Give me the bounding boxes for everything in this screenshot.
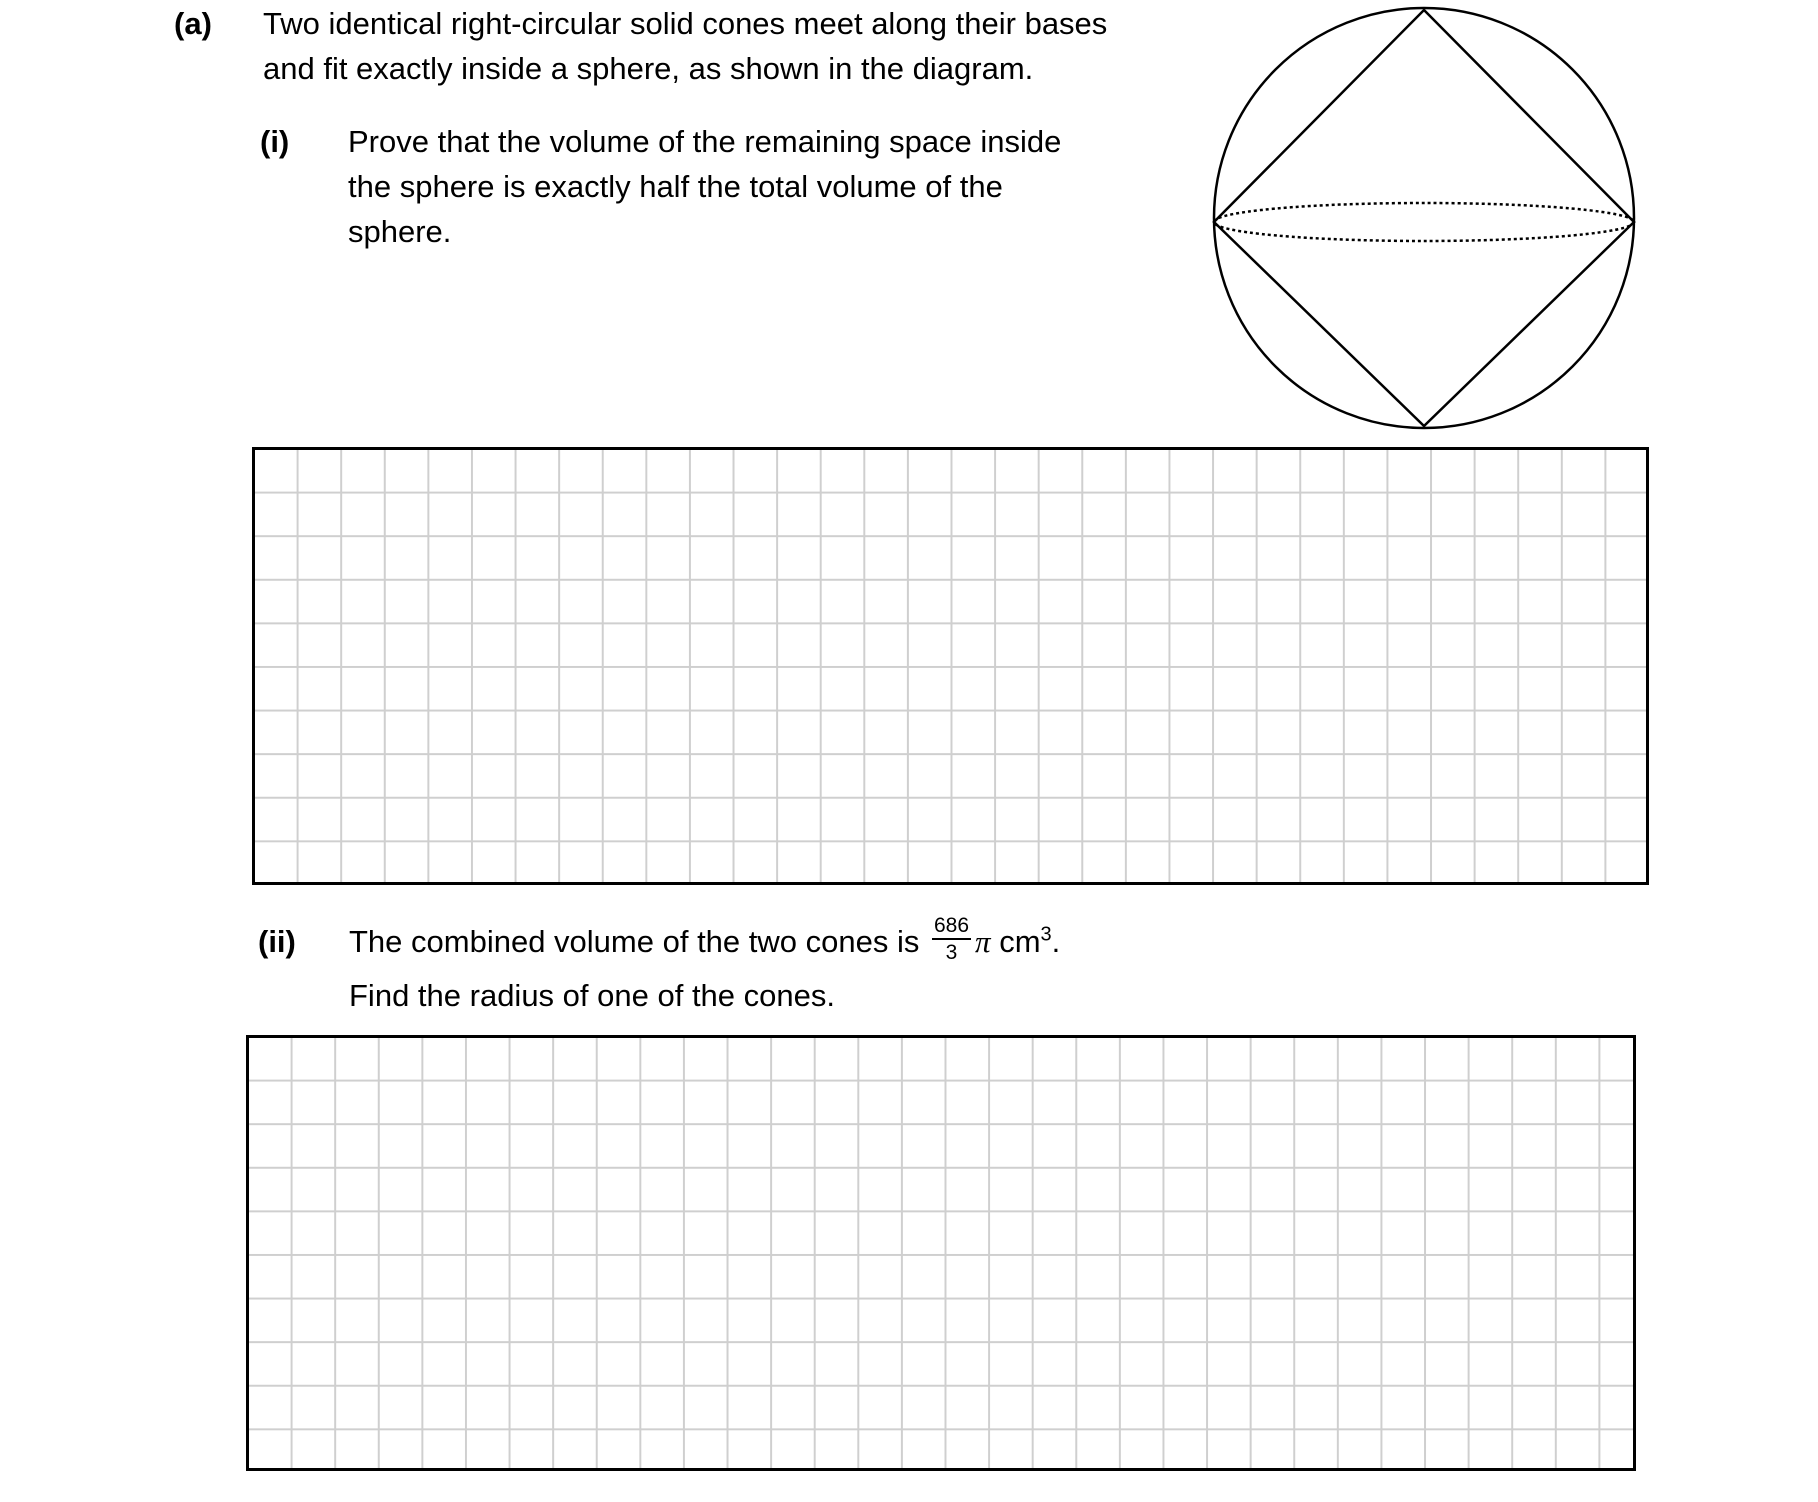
answer-box-i[interactable] bbox=[252, 447, 1649, 885]
part-i-line-1: Prove that the volume of the remaining space inside bbox=[348, 124, 1062, 159]
sphere-cones-diagram bbox=[1200, 0, 1680, 440]
fraction-numerator: 686 bbox=[932, 915, 971, 940]
part-ii-line-2: Find the radius of one of the cones. bbox=[349, 978, 835, 1013]
unit: cm bbox=[999, 924, 1041, 959]
line-1-suffix: . bbox=[1051, 924, 1061, 959]
part-a-line-1: Two identical right-circular solid cones meet along their bases bbox=[263, 6, 1108, 41]
part-i-label: (i) bbox=[260, 124, 290, 159]
part-ii-line-1-prefix: The combined volume of the two cones is bbox=[349, 924, 920, 959]
sphere-outline bbox=[1214, 8, 1634, 428]
part-i-line-3: sphere. bbox=[348, 214, 452, 249]
pi-symbol: π bbox=[975, 924, 991, 959]
double-cone-outline bbox=[1214, 10, 1634, 426]
part-ii-label: (ii) bbox=[258, 924, 296, 959]
part-a-line-2: and fit exactly inside a sphere, as shown in the diagram. bbox=[263, 51, 1034, 86]
cone-base-ellipse bbox=[1214, 203, 1634, 241]
answer-box-ii[interactable] bbox=[246, 1035, 1636, 1471]
unit-exponent: 3 bbox=[1040, 923, 1052, 946]
fraction-denominator: 3 bbox=[945, 941, 958, 965]
part-ii-line-1 bbox=[349, 914, 1061, 968]
volume-fraction bbox=[932, 915, 971, 964]
part-a-label: (a) bbox=[174, 6, 212, 41]
part-i-line-2: the sphere is exactly half the total volume of the bbox=[348, 169, 1003, 204]
